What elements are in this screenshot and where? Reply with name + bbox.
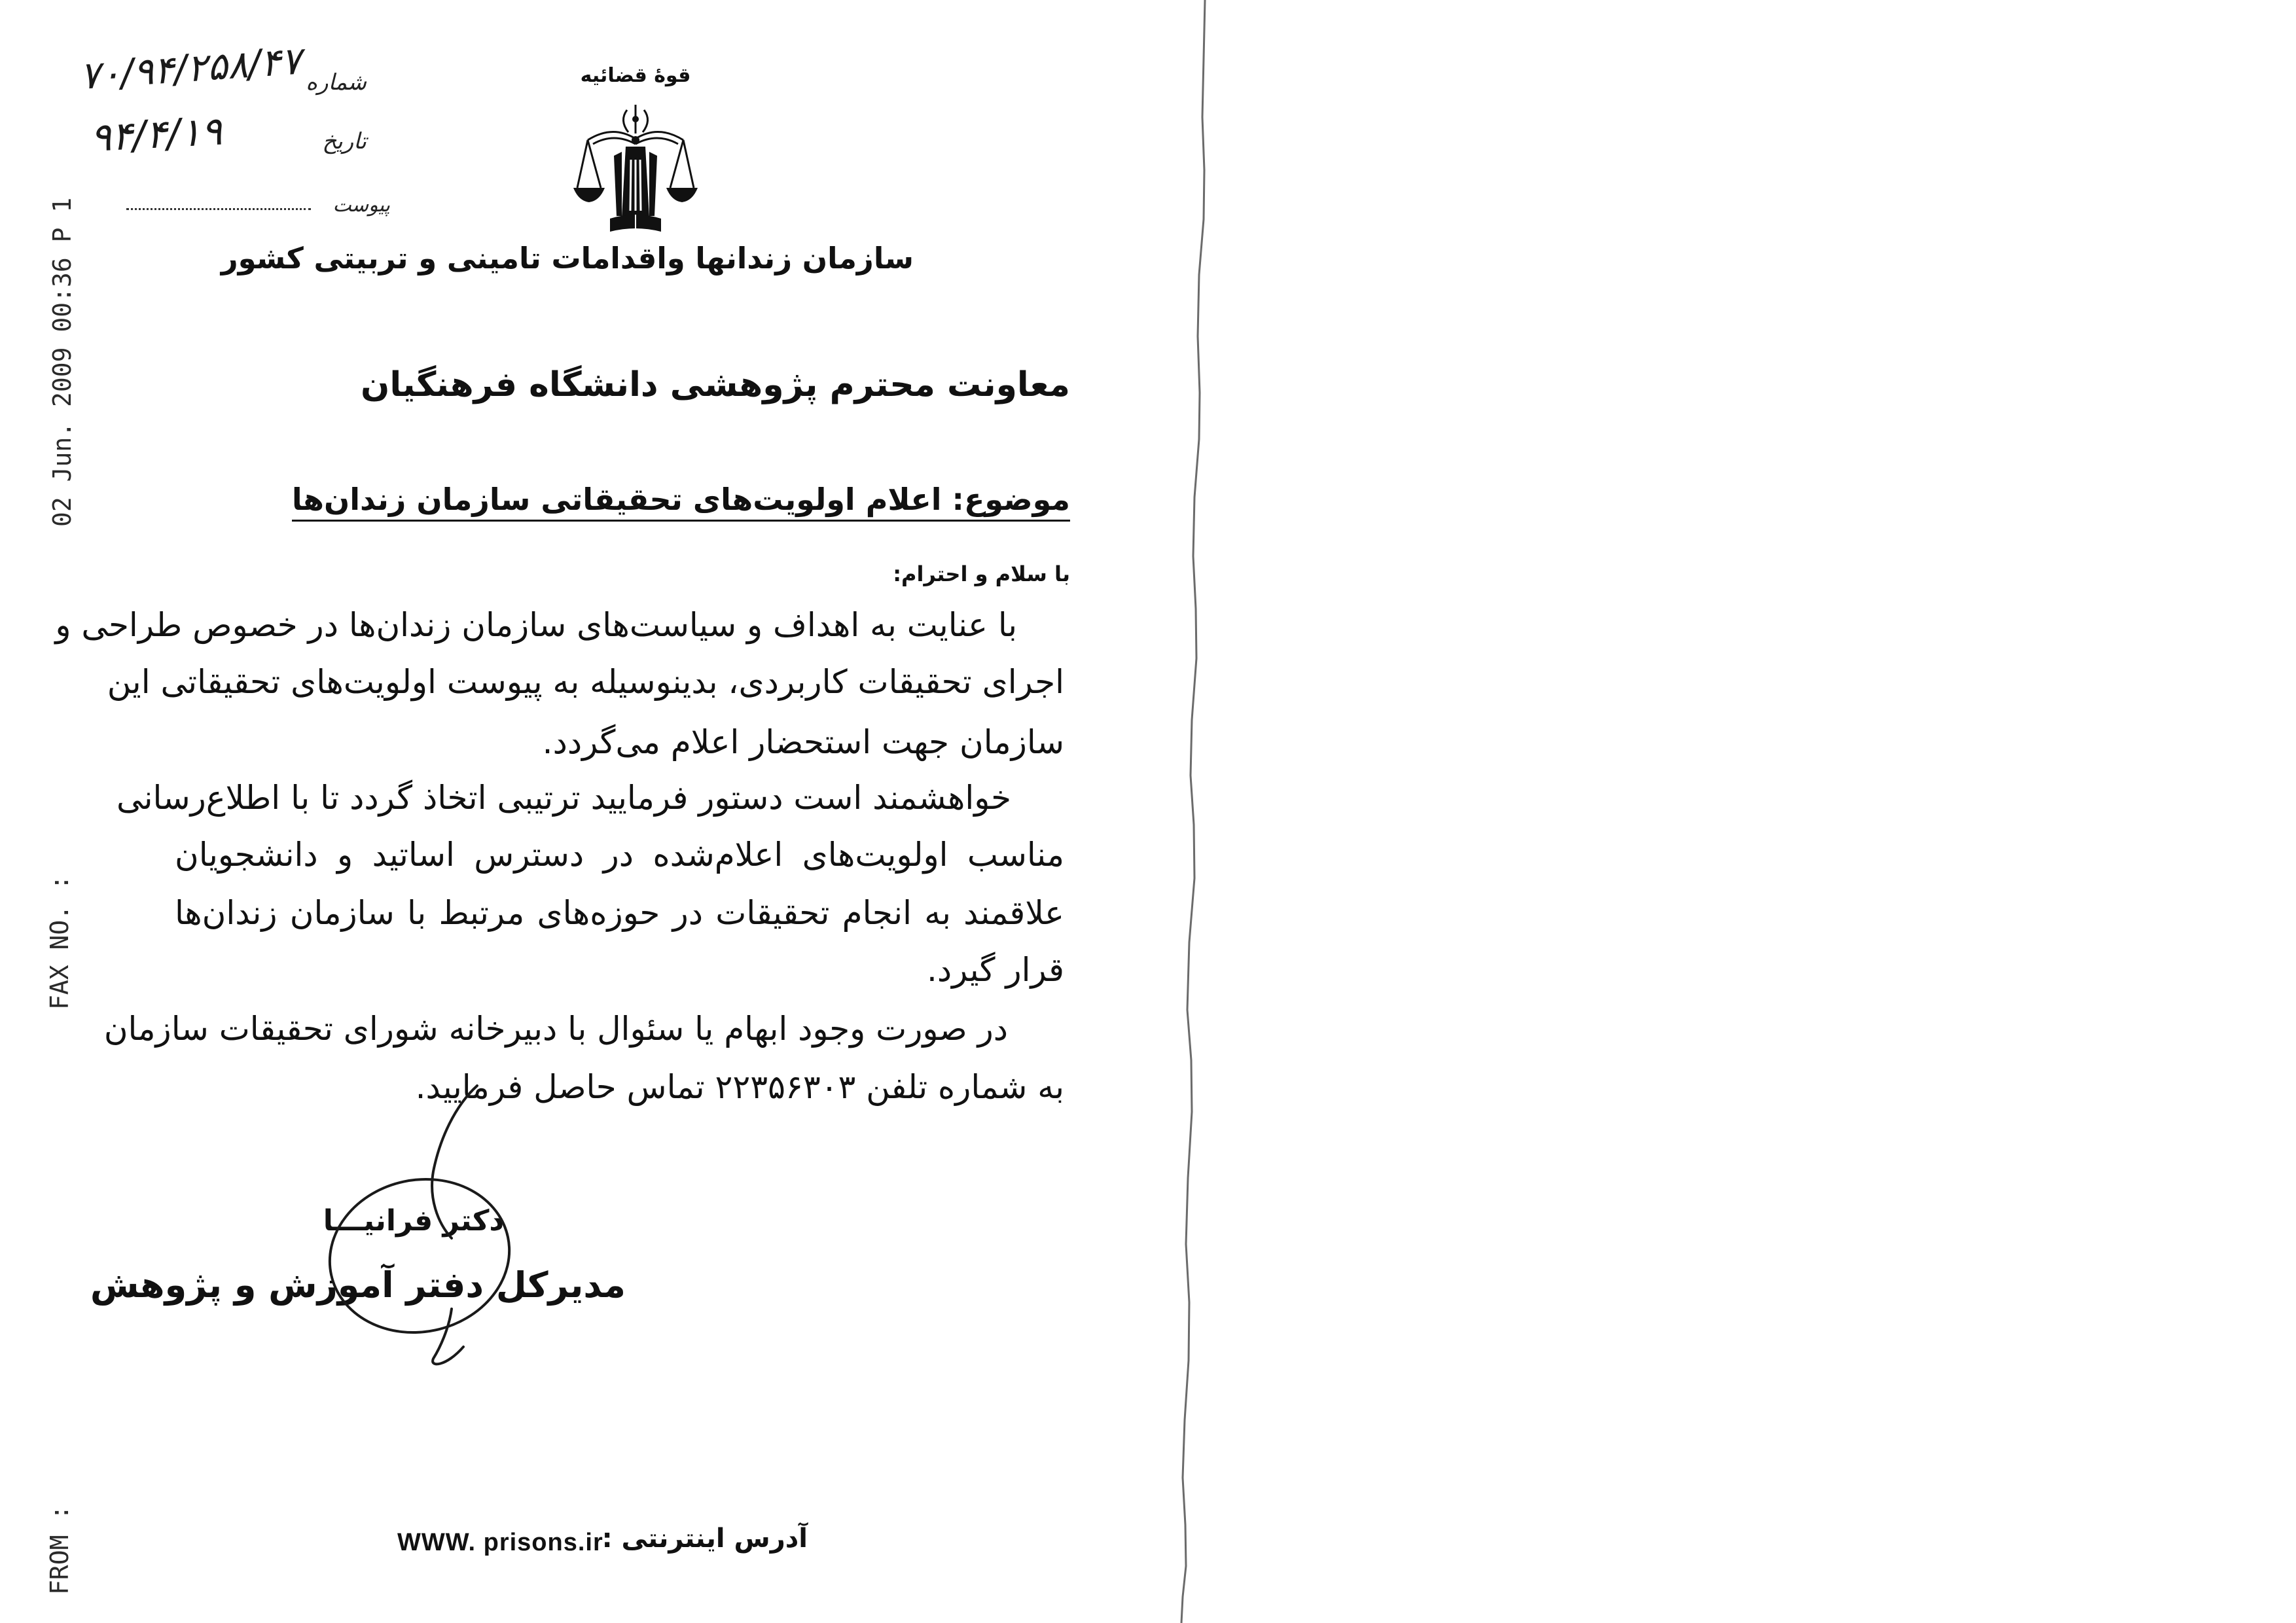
attachment-label: پیوست [332,194,390,217]
paper-edge [1165,0,1224,1623]
body-line: در صورت وجود ابهام یا سئوال با دبیرخانه شورای تحقیقات سازمان [103,1010,1008,1048]
judiciary-emblem-icon [573,99,698,240]
signatory-name: دکتر فرانیـــا [323,1204,504,1238]
body-line: علاقمند به انجام تحقیقات در حوزه‌های مرتبط با سازمان زندان‌ها [175,894,1064,932]
body-line: قرار گیرد. [926,951,1064,989]
footer-website-label: آدرس اینترنتی : [601,1524,808,1554]
footer-website-url: WWW. prisons.ir [397,1529,603,1556]
body-line: خواهشمند است دستور فرمایید ترتیبی اتخاذ گردد تا با اطلاع‌رسانی [116,779,1011,817]
recipient-line: معاونت محترم پژوهشی دانشگاه فرهنگیان [361,365,1070,404]
organization-name: سازمان زندانها واقدامات تامینی و تربیتی کشور [221,241,914,276]
body-line: اجرای تحقیقات کاربردی، بدینوسیله به پیوست اولویت‌های تحقیقاتی این [107,663,1064,701]
fax-from-label: FROM : [45,1505,74,1595]
body-line: مناسب اولویت‌های اعلام‌شده در دسترس اساتید و دانشجویان [175,836,1064,874]
signatory-title: مدیرکل دفتر آموزش و پژوهش [90,1264,626,1306]
fax-transmission-stamp: 02 Jun. 2009 00:36 P 1 [48,197,77,527]
reference-date-value: ۹۴/۴/۱۹ [89,108,224,161]
handwritten-signature [288,1060,563,1387]
reference-number-label: شماره [306,69,367,96]
authority-title: قوهٔ قضائیه [580,64,691,87]
body-line: سازمان جهت استحضار اعلام می‌گردد. [542,723,1064,761]
attachment-dotted-line [126,208,311,210]
subject-line: موضوع: اعلام اولویت‌های تحقیقاتی سازمان زندان‌ها [292,482,1070,522]
body-line: با عنایت به اهداف و سیاست‌های سازمان زندان‌ها در خصوص طراحی و [55,606,1017,644]
fax-number-label: FAX NO. : [45,875,74,1010]
reference-number-value: ۷۰/۹۴/۲۵۸/۴۷ [78,38,303,98]
greeting-line: با سلام و احترام: [893,562,1070,586]
body-line: به شماره تلفن ۲۲۳۵۶۳۰۳ تماس حاصل فرمایید. [415,1068,1064,1106]
reference-date-label: تاریخ [322,128,367,154]
